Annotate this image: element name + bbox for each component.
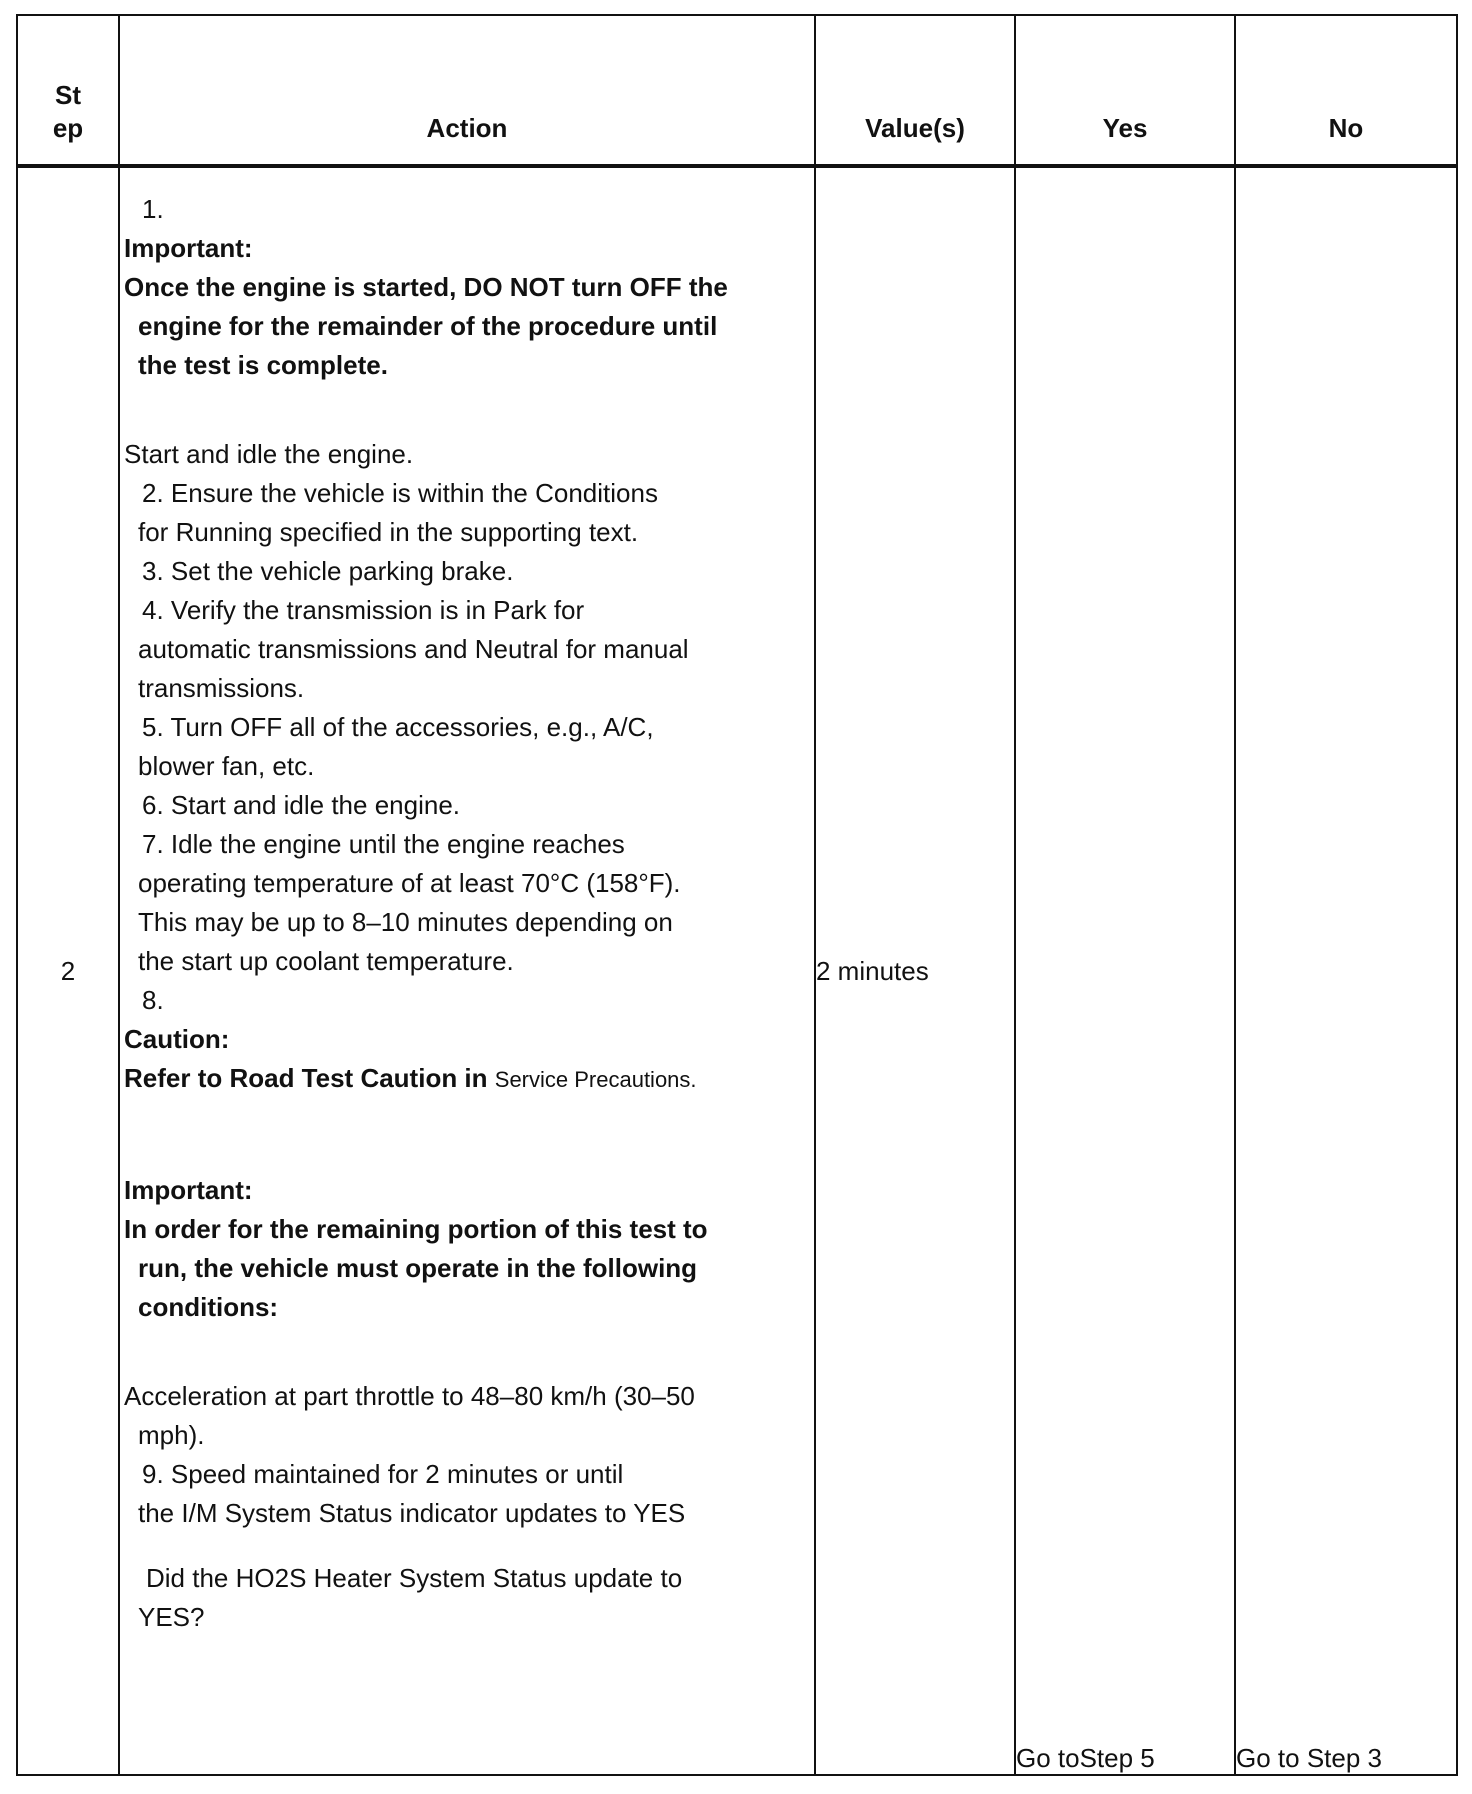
important-text: the test is complete.: [138, 350, 388, 380]
spacer: [124, 1099, 804, 1171]
action-line: the I/M System Status indicator updates to YES: [138, 1498, 686, 1528]
action-line: 5. Turn OFF all of the accessories, e.g., A/C,: [142, 712, 654, 742]
question-text: YES?: [138, 1602, 205, 1632]
spacer: [124, 1533, 804, 1559]
action-line: for Running specified in the supporting text.: [138, 517, 639, 547]
header-no: No: [1235, 15, 1457, 166]
important-label: Important:: [124, 1175, 253, 1205]
diagnostic-table: [16, 14, 1458, 1776]
caution-text: [124, 1059, 804, 1099]
table-row: [17, 166, 1457, 1775]
important-text: In order for the remaining portion of this test to: [124, 1214, 708, 1244]
header-step-line1: St: [55, 80, 81, 110]
no-cell[interactable]: Go to Step 3: [1235, 166, 1457, 1775]
action-cell: [119, 166, 815, 1775]
service-precautions-link[interactable]: Service Precautions.: [494, 1067, 697, 1092]
spacer: [124, 1327, 804, 1377]
caution-label: Caution:: [124, 1024, 230, 1054]
header-row: [17, 15, 1457, 166]
action-line: 3. Set the vehicle parking brake.: [142, 556, 514, 586]
action-line: Acceleration at part throttle to 48–80 km/h (30–50: [124, 1381, 695, 1411]
header-values: Value(s): [815, 15, 1015, 166]
action-line: 6. Start and idle the engine.: [142, 790, 461, 820]
caution-text-main: Refer to Road Test Caution in: [124, 1063, 495, 1093]
value-cell: 2 minutes: [815, 166, 1015, 1775]
action-line: 8.: [142, 985, 164, 1015]
action-line: blower fan, etc.: [138, 751, 315, 781]
spacer: [124, 385, 804, 435]
action-line: 7. Idle the engine until the engine reaches: [142, 829, 625, 859]
action-line: 9. Speed maintained for 2 minutes or until: [142, 1459, 624, 1489]
header-step-line2: ep: [52, 112, 84, 143]
question-text: Did the HO2S Heater System Status update to: [146, 1563, 683, 1593]
action-line: mph).: [138, 1420, 205, 1450]
action-line: 2. Ensure the vehicle is within the Conditions: [142, 478, 658, 508]
action-line: transmissions.: [138, 673, 305, 703]
important-text: run, the vehicle must operate in the following: [138, 1253, 698, 1283]
action-line: operating temperature of at least 70°C (158°F).: [138, 868, 681, 898]
important-text: engine for the remainder of the procedure until: [138, 311, 718, 341]
action-line: the start up coolant temperature.: [138, 946, 514, 976]
header-yes: Yes: [1015, 15, 1235, 166]
header-action: Action: [119, 15, 815, 166]
important-text: Once the engine is started, DO NOT turn OFF the: [124, 272, 728, 302]
action-line: 1.: [142, 194, 164, 224]
step-number: 2: [17, 166, 119, 1775]
action-line: automatic transmissions and Neutral for manual: [138, 634, 689, 664]
action-line: Start and idle the engine.: [124, 439, 414, 469]
action-line: This may be up to 8–10 minutes depending on: [138, 907, 673, 937]
important-text: conditions:: [138, 1292, 279, 1322]
yes-cell[interactable]: Go toStep 5: [1015, 166, 1235, 1775]
action-line: 4. Verify the transmission is in Park for: [142, 595, 585, 625]
header-step: [17, 15, 119, 166]
important-label: Important:: [124, 233, 253, 263]
